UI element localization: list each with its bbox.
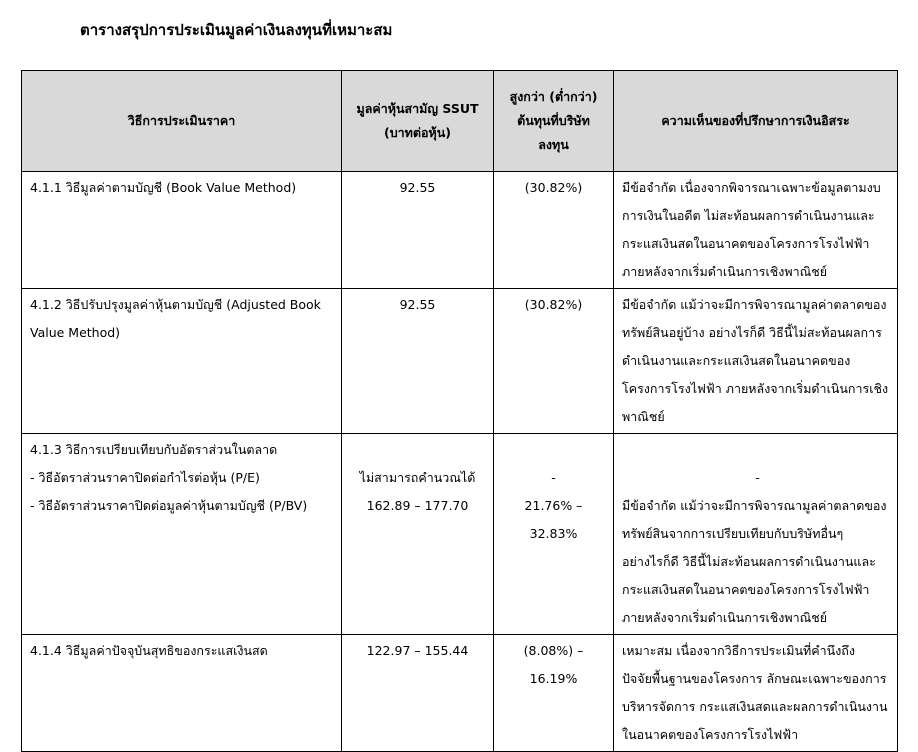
opinion-cell: - มีข้อจำกัด แม้ว่าจะมีการพิจารณามูลค่าตลาดของ ทรัพย์สินจากการเปรียบเทียบกับบริษัทอื่นๆ อย่างไรก็ดี วิธีนี้ไม่สะท้อนผลการดำเนินงานและ กระแสเงินสดในอนาคตของโครงการโรงไฟฟ้า ภายหลังจากเริ่มดำเนินการเชิงพาณิชย์ (614, 434, 898, 635)
difference-cell: - 21.76% – 32.83% (494, 434, 614, 635)
value-cell: ไม่สามารถคำนวณได้ 162.89 – 177.70 (342, 434, 494, 635)
table-row (22, 172, 898, 289)
header-method: วิธีการประเมินราคา (22, 71, 342, 172)
method-cell: 4.1.1 วิธีมูลค่าตามบัญชี (Book Value Method) (22, 172, 342, 289)
method-cell: 4.1.4 วิธีมูลค่าปัจจุบันสุทธิของกระแสเงินสด (22, 635, 342, 752)
value-cell: 92.55 (342, 289, 494, 434)
method-cell: 4.1.3 วิธีการเปรียบเทียบกับอัตราส่วนในตลาด - วิธีอัตราส่วนราคาปิดต่อกำไรต่อหุ้น (P/E) - วิธีอัตราส่วนราคาปิดต่อมูลค่าหุ้นตามบัญชี (P/BV) (22, 434, 342, 635)
valuation-summary-table (21, 70, 898, 752)
opinion-cell: เหมาะสม เนื่องจากวิธีการประเมินที่คำนึงถึง ปัจจัยพื้นฐานของโครงการ ลักษณะเฉพาะของการ บริหารจัดการ กระแสเงินสดและผลการดำเนินงาน ในอนาคตของโครงการโรงไฟฟ้า (614, 635, 898, 752)
opinion-cell: มีข้อจำกัด แม้ว่าจะมีการพิจารณามูลค่าตลาดของ ทรัพย์สินอยู่บ้าง อย่างไรก็ดี วิธีนี้ไม่สะท้อนผลการ ดำเนินงานและกระแสเงินสดในอนาคตของ โครงการโรงไฟฟ้า ภายหลังจากเริ่มดำเนินการเชิง พาณิชย์ (614, 289, 898, 434)
table-row (22, 434, 898, 635)
opinion-cell: มีข้อจำกัด เนื่องจากพิจารณาเฉพาะข้อมูลตามงบ การเงินในอดีต ไม่สะท้อนผลการดำเนินงานและ กระแสเงินสดในอนาคตของโครงการโรงไฟฟ้า ภายหลังจากเริ่มดำเนินการเชิงพาณิชย์ (614, 172, 898, 289)
value-cell: 92.55 (342, 172, 494, 289)
page-title: ตารางสรุปการประเมินมูลค่าเงินลงทุนที่เหมาะสม (80, 21, 393, 39)
table-header-row (22, 71, 898, 172)
header-difference: สูงกว่า (ต่ำกว่า) ต้นทุนที่บริษัท ลงทุน (494, 71, 614, 172)
method-cell: 4.1.2 วิธีปรับปรุงมูลค่าหุ้นตามบัญชี (Adjusted Book Value Method) (22, 289, 342, 434)
value-cell: 122.97 – 155.44 (342, 635, 494, 752)
table-row (22, 635, 898, 752)
difference-cell: (8.08%) – 16.19% (494, 635, 614, 752)
header-share-value: มูลค่าหุ้นสามัญ SSUT (บาทต่อหุ้น) (342, 71, 494, 172)
difference-cell: (30.82%) (494, 172, 614, 289)
header-opinion: ความเห็นของที่ปรึกษาการเงินอิสระ (614, 71, 898, 172)
difference-cell: (30.82%) (494, 289, 614, 434)
table-row (22, 289, 898, 434)
